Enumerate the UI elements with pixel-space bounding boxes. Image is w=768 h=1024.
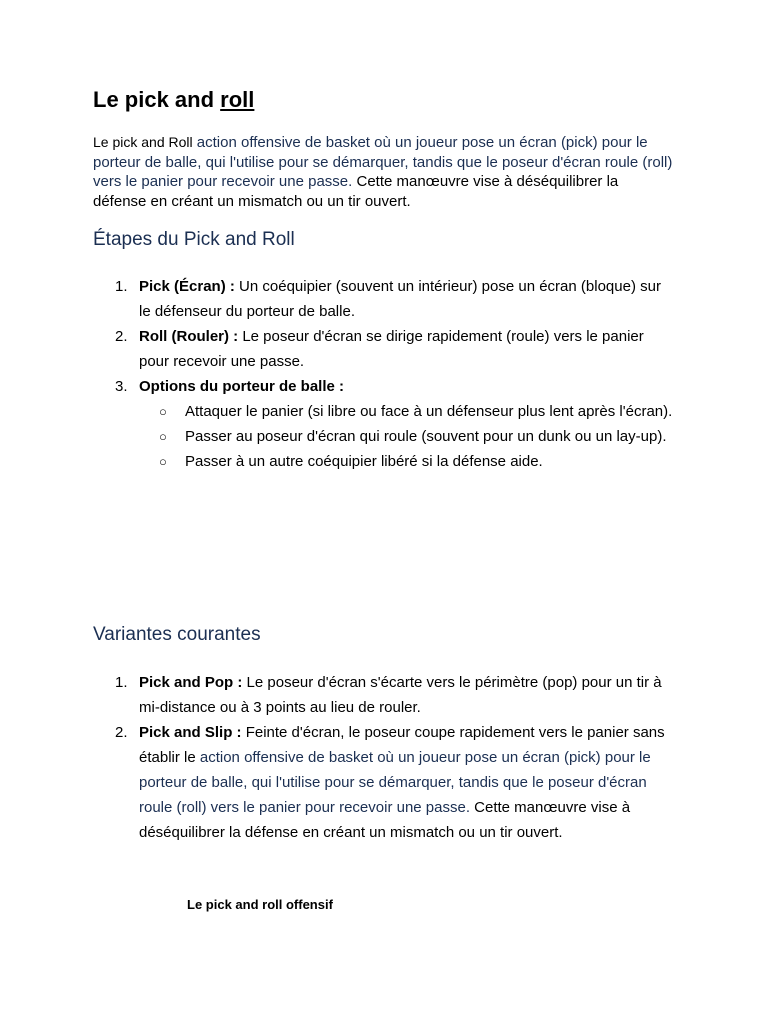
title-underlined-word: roll (220, 87, 255, 112)
list-number: 2. (115, 724, 128, 741)
list-number: 2. (115, 328, 128, 345)
step-text: Le poseur d'écran se dirige rapidement (roule) vers le panier pour recevoir une passe. (139, 328, 644, 370)
list-number: 3. (115, 378, 128, 395)
etapes-list (93, 274, 673, 474)
options-sublist (139, 399, 673, 474)
document-title (93, 86, 254, 114)
list-number: 1. (115, 674, 128, 691)
circle-bullet-icon: ○ (159, 454, 167, 469)
variant-text: Feinte d'écran, le poseur coupe rapidement vers le panier sans établir le (139, 724, 665, 766)
step-text: Un coéquipier (souvent un intérieur) pose un écran (bloque) sur le défenseur du porteur de balle. (139, 278, 661, 320)
title-text: Le pick and (93, 87, 221, 112)
variant-text: Le poseur d'écran s'écarte vers le périmètre (pop) pour un tir à mi-distance ou à 3 points au lieu de rouler. (139, 674, 662, 716)
circle-bullet-icon: ○ (159, 404, 167, 419)
option-text: Attaquer le panier (si libre ou face à un défenseur plus lent après l'écran). (185, 403, 673, 420)
list-item (93, 324, 673, 374)
variant-rest: Cette manœuvre vise à déséquilibrer la défense en créant un mismatch ou un tir ouvert. (139, 799, 631, 841)
section-heading-etapes: Étapes du Pick and Roll (93, 229, 295, 250)
intro-definition: action offensive de basket où un joueur pose un écran (pick) pour le porteur de balle, qui l'utilise pour se démarquer, tandis que le poseur d'écran roule (roll) vers le panier pour recevoir une passe. (93, 134, 673, 190)
list-item (93, 720, 673, 845)
option-text: Passer à un autre coéquipier libéré si la défense aide. (185, 453, 543, 470)
section-heading-variantes: Variantes courantes (93, 624, 261, 645)
sublist-item (139, 449, 673, 474)
step-label: Options du porteur de balle : (139, 378, 345, 395)
variantes-list (93, 670, 673, 845)
sublist-item (139, 424, 673, 449)
intro-lead: Le pick and Roll (93, 134, 193, 150)
variant-label: Pick and Slip : (139, 724, 242, 741)
list-number: 1. (115, 278, 128, 295)
step-label: Roll (Rouler) : (139, 328, 239, 345)
circle-bullet-icon: ○ (159, 429, 167, 444)
variant-definition: action offensive de basket où un joueur pose un écran (pick) pour le porteur de balle, qui l'utilise pour se démarquer, tandis que le poseur d'écran roule (roll) vers le panier pour recevoir une passe. (139, 749, 651, 816)
list-item (93, 274, 673, 324)
list-item (93, 670, 673, 720)
variant-label: Pick and Pop : (139, 674, 243, 691)
option-text: Passer au poseur d'écran qui roule (souvent pour un dunk ou un lay-up). (185, 428, 667, 445)
sublist-item (139, 399, 673, 424)
image-caption: Le pick and roll offensif (187, 897, 333, 912)
intro-rest: Cette manœuvre vise à déséquilibrer la défense en créant un mismatch ou un tir ouvert. (93, 173, 619, 210)
list-item (93, 374, 673, 474)
step-label: Pick (Écran) : (139, 278, 235, 295)
intro-paragraph (93, 133, 673, 211)
